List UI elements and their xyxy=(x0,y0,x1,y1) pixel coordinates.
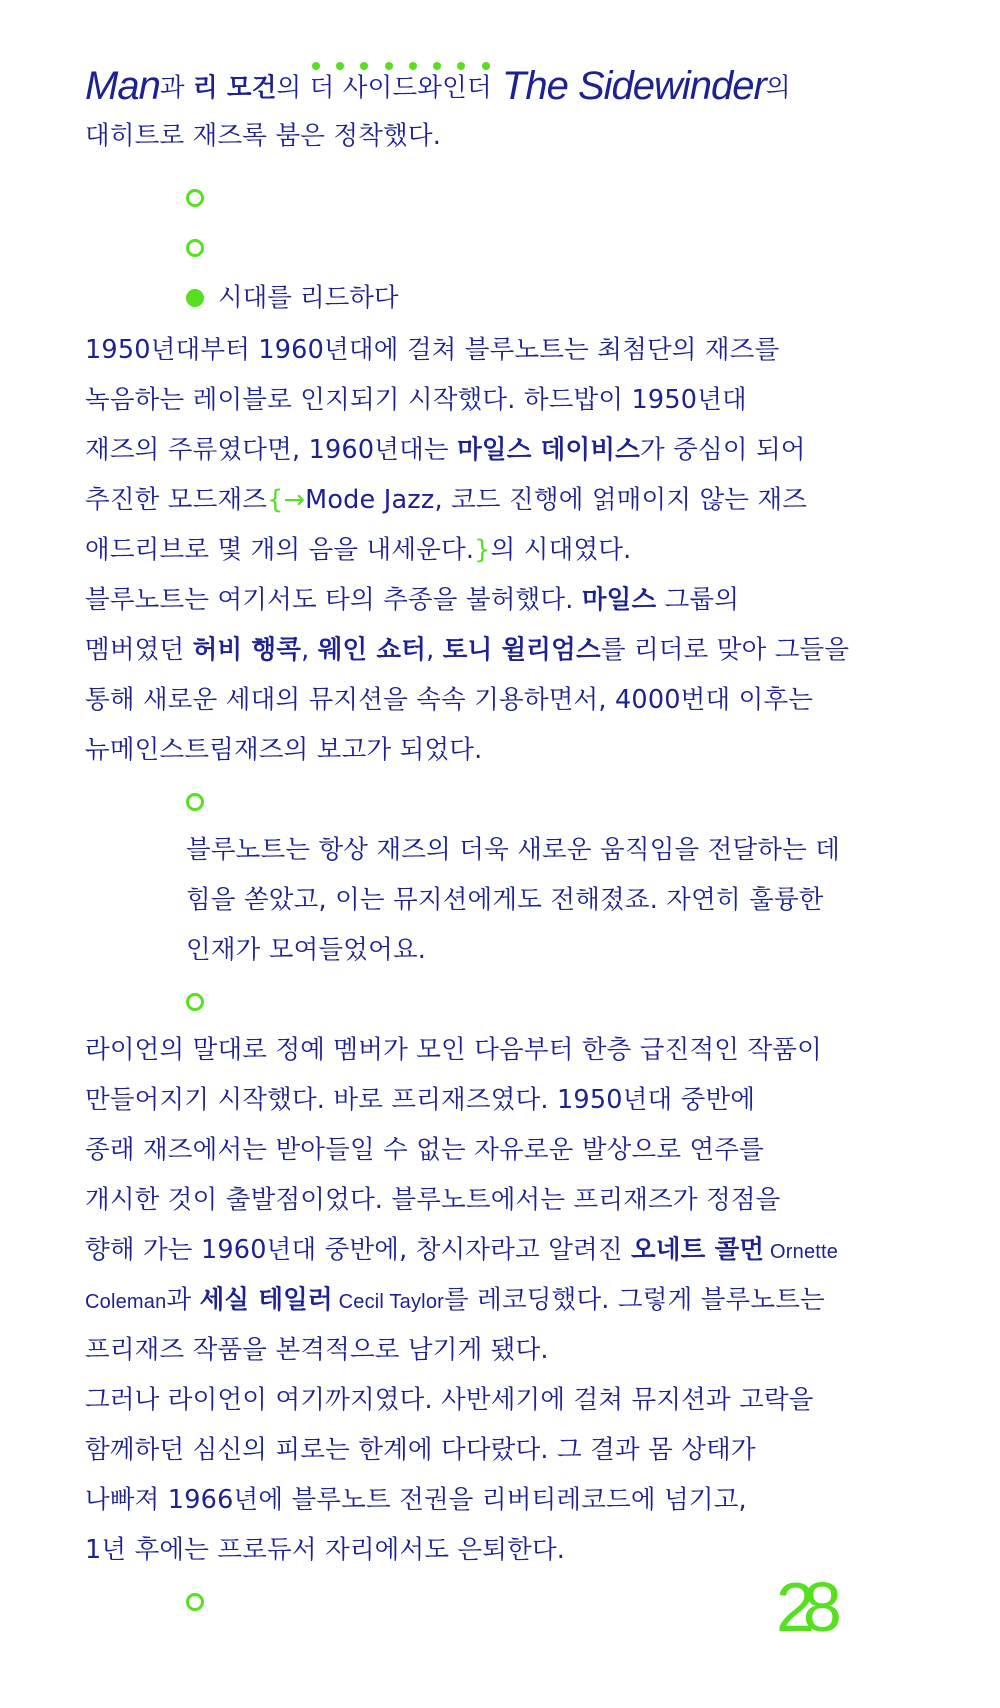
circle-bullet-icon xyxy=(186,793,204,811)
name-miles-davis: 마일스 데이비스 xyxy=(457,435,641,465)
quote-line-1: 블루노트는 항상 재즈의 더욱 새로운 움직임을 전달하는 데 xyxy=(186,835,841,865)
para1-line-5: 애드리브로 몇 개의 음을 내세운다.}의 시대였다. xyxy=(85,535,632,565)
intro-line-2: 대히트로 재즈록 붐은 정착했다. xyxy=(85,121,442,151)
note-open-bracket-arrow: {→ xyxy=(267,485,306,515)
album-title-sidewinder-en: The Sidewinder xyxy=(491,64,766,108)
para1-line-3: 재즈의 주류였다면, 1960년대는 마일스 데이비스가 중심이 되어 xyxy=(85,435,806,465)
name-cecil-taylor-en: Cecil Taylor xyxy=(332,1291,444,1313)
para4-line-1: 그러나 라이언이 여기까지였다. 사반세기에 걸쳐 뮤지션과 고락을 xyxy=(85,1385,814,1415)
para3-line-6: Coleman과 세실 테일러 Cecil Taylor를 레코딩했다. 그렇게 블루노트는 xyxy=(85,1285,825,1315)
para1-line-4: 추진한 모드재즈{→Mode Jazz, 코드 진행에 얽매이지 않는 재즈 xyxy=(85,485,808,515)
intro-line-1: Man과 리 모건의 더 사이드와인더 The Sidewinder의 xyxy=(85,64,791,108)
name-tony-williams: 토니 윌리엄스 xyxy=(442,635,601,665)
para2-line-1: 블루노트는 여기서도 타의 추종을 불허했다. 마일스 그룹의 xyxy=(85,585,740,615)
note-close-bracket: } xyxy=(474,535,491,565)
para2-line-3: 통해 새로운 세대의 뮤지션을 속속 기용하면서, 4000번대 이후는 xyxy=(85,685,814,715)
para3-line-1: 라이언의 말대로 정예 멤버가 모인 다음부터 한층 급진적인 작품이 xyxy=(85,1035,822,1065)
artist-lee-morgan: 리 모건 xyxy=(192,73,277,103)
para1-line-1: 1950년대부터 1960년대에 걸쳐 블루노트는 최첨단의 재즈를 xyxy=(85,335,780,365)
para4-line-4: 1년 후에는 프로듀서 자리에서도 은퇴한다. xyxy=(85,1535,566,1565)
para3-line-7: 프리재즈 작품을 본격적으로 남기게 됐다. xyxy=(85,1335,549,1365)
para2-line-4: 뉴메인스트림재즈의 보고가 되었다. xyxy=(85,735,483,765)
note-mode-jazz: Mode Jazz, 코드 진행에 얽매이지 않는 재즈 xyxy=(305,485,808,515)
quote-line-3: 인재가 모여들었어요. xyxy=(186,935,427,965)
name-herbie-hancock: 허비 행콕 xyxy=(192,635,302,665)
album-title-sidewinder-ko: 더 사이드와인더 xyxy=(310,72,492,104)
circle-bullet-icon xyxy=(186,993,204,1011)
para4-line-3: 나빠져 1966년에 블루노트 전권을 리버티레코드에 넘기고, xyxy=(85,1485,747,1515)
para2-line-2: 멤버였던 허비 행콕, 웨인 쇼터, 토니 윌리엄스를 리더로 맞아 그들을 xyxy=(85,635,850,665)
para3-line-5: 향해 가는 1960년대 중반에, 창시자라고 알려진 오네트 콜먼 Ornette xyxy=(85,1235,839,1265)
name-miles: 마일스 xyxy=(581,585,657,615)
circle-bullet-icon xyxy=(186,1593,204,1611)
para3-line-4: 개시한 것이 출발점이었다. 블루노트에서는 프리재즈가 정점을 xyxy=(85,1185,781,1215)
album-title-man: Man xyxy=(85,64,160,108)
para4-line-2: 함께하던 심신의 피로는 한계에 다다랐다. 그 결과 몸 상태가 xyxy=(85,1435,756,1465)
quote-line-2: 힘을 쏟았고, 이는 뮤지션에게도 전해졌죠. 자연히 훌륭한 xyxy=(186,885,824,915)
circle-bullet-icon xyxy=(186,189,204,207)
circle-bullet-icon xyxy=(186,239,204,257)
filled-circle-bullet-icon xyxy=(186,289,204,307)
emphasis-dots xyxy=(312,62,490,70)
name-cecil-taylor: 세실 테일러 xyxy=(199,1285,333,1315)
name-coleman-en: Coleman xyxy=(85,1291,167,1313)
name-wayne-shorter: 웨인 쇼터 xyxy=(317,635,427,665)
name-ornette-en: Ornette xyxy=(764,1241,839,1263)
para1-line-2: 녹음하는 레이블로 인지되기 시작했다. 하드밥이 1950년대 xyxy=(85,385,747,415)
page-number: 28 xyxy=(776,1568,830,1646)
section-title: 시대를 리드하다 xyxy=(218,283,399,313)
name-ornette-coleman: 오네트 콜먼 xyxy=(631,1235,765,1265)
para3-line-3: 종래 재즈에서는 받아들일 수 없는 자유로운 발상으로 연주를 xyxy=(85,1135,764,1165)
para3-line-2: 만들어지기 시작했다. 바로 프리재즈였다. 1950년대 중반에 xyxy=(85,1085,756,1115)
